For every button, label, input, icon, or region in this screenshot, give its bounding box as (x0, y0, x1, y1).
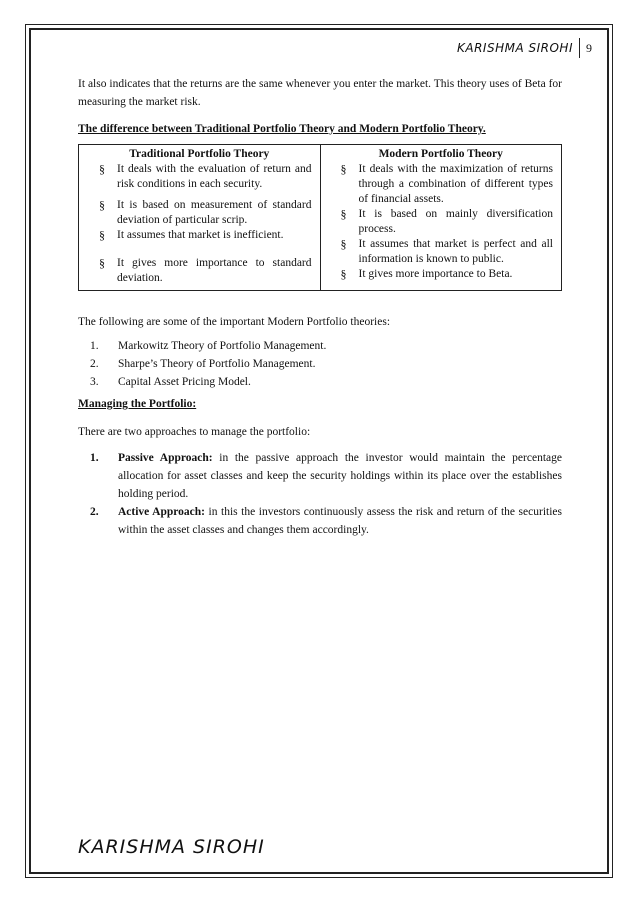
list-number: 2. (90, 358, 99, 370)
traditional-point (87, 228, 312, 243)
intro-paragraph: It also indicates that the returns are the same whenever you enter the market. This theory uses of Beta for measuring the market risk. (78, 78, 562, 108)
section-bullet-icon: § (340, 207, 347, 221)
page-header (457, 38, 592, 58)
traditional-point-text: It deals with the evaluation of return and risk conditions in each security. (117, 163, 312, 190)
modern-point-text: It assumes that market is perfect and all information is known to public. (358, 238, 553, 265)
traditional-point-text: It assumes that market is inefficient. (117, 229, 284, 241)
approaches-list (78, 449, 562, 539)
list-item (78, 355, 562, 373)
traditional-point (87, 162, 312, 192)
list-item (78, 503, 562, 539)
approaches-intro: There are two approaches to manage the portfolio: (78, 426, 311, 438)
modern-point (329, 267, 554, 282)
section-bullet-icon: § (340, 162, 347, 176)
list-number: 1. (90, 340, 99, 352)
approach-title: Active Approach: (118, 506, 206, 518)
difference-heading: The difference between Traditional Portfolio Theory and Modern Portfolio Theory. (78, 123, 486, 135)
traditional-column (79, 145, 321, 291)
list-item (78, 373, 562, 391)
modern-header: Modern Portfolio Theory (378, 148, 503, 160)
list-item (78, 449, 562, 503)
list-item-text (118, 503, 562, 539)
traditional-header: Traditional Portfolio Theory (129, 148, 270, 160)
modern-column (320, 145, 562, 291)
modern-point-text: It gives more importance to Beta. (358, 268, 513, 280)
comparison-table (78, 144, 562, 291)
list-number: 3. (90, 376, 99, 388)
approach-description: in this the investors continuously assess the risk and return of the securities within the asset classes and changes them accordingly. (118, 506, 562, 536)
page-number: 9 (586, 40, 592, 55)
traditional-point-text: It gives more importance to standard deviation. (117, 257, 312, 284)
page-content (78, 75, 562, 539)
list-item-text (118, 449, 562, 503)
section-bullet-icon: § (340, 267, 347, 281)
modern-point-text: It is based on mainly diversification process. (358, 208, 553, 235)
modern-point (329, 207, 554, 237)
modern-point-text: It deals with the maximization of returns through a combination of different types of financial assets. (358, 163, 553, 205)
traditional-point (87, 256, 312, 286)
approach-description: in the passive approach the investor would maintain the percentage allocation for asset classes and keep the security holdings within its place over the establishes holding period. (118, 452, 562, 500)
traditional-point-text: It is based on measurement of standard deviation of particular scrip. (117, 199, 312, 226)
list-number: 1. (90, 452, 99, 464)
managing-heading: Managing the Portfolio: (78, 398, 197, 410)
header-author-name: KARISHMA SIROHI (457, 38, 580, 58)
list-item-text: Sharpe’s Theory of Portfolio Management. (118, 358, 316, 370)
section-bullet-icon: § (99, 256, 105, 270)
theories-intro: The following are some of the important Modern Portfolio theories: (78, 316, 391, 328)
footer-author-name: KARISHMA SIROHI (78, 836, 265, 858)
section-bullet-icon: § (99, 162, 105, 176)
traditional-point (87, 198, 312, 228)
list-item (78, 337, 562, 355)
modern-point (329, 237, 554, 267)
list-number: 2. (90, 506, 99, 518)
modern-point (329, 162, 554, 207)
section-bullet-icon: § (99, 198, 105, 212)
approach-title: Passive Approach: (118, 452, 213, 464)
section-bullet-icon: § (99, 228, 105, 242)
list-item-text: Capital Asset Pricing Model. (118, 376, 251, 388)
list-item-text: Markowitz Theory of Portfolio Management. (118, 340, 327, 352)
theories-list (78, 337, 562, 391)
section-bullet-icon: § (340, 237, 347, 251)
